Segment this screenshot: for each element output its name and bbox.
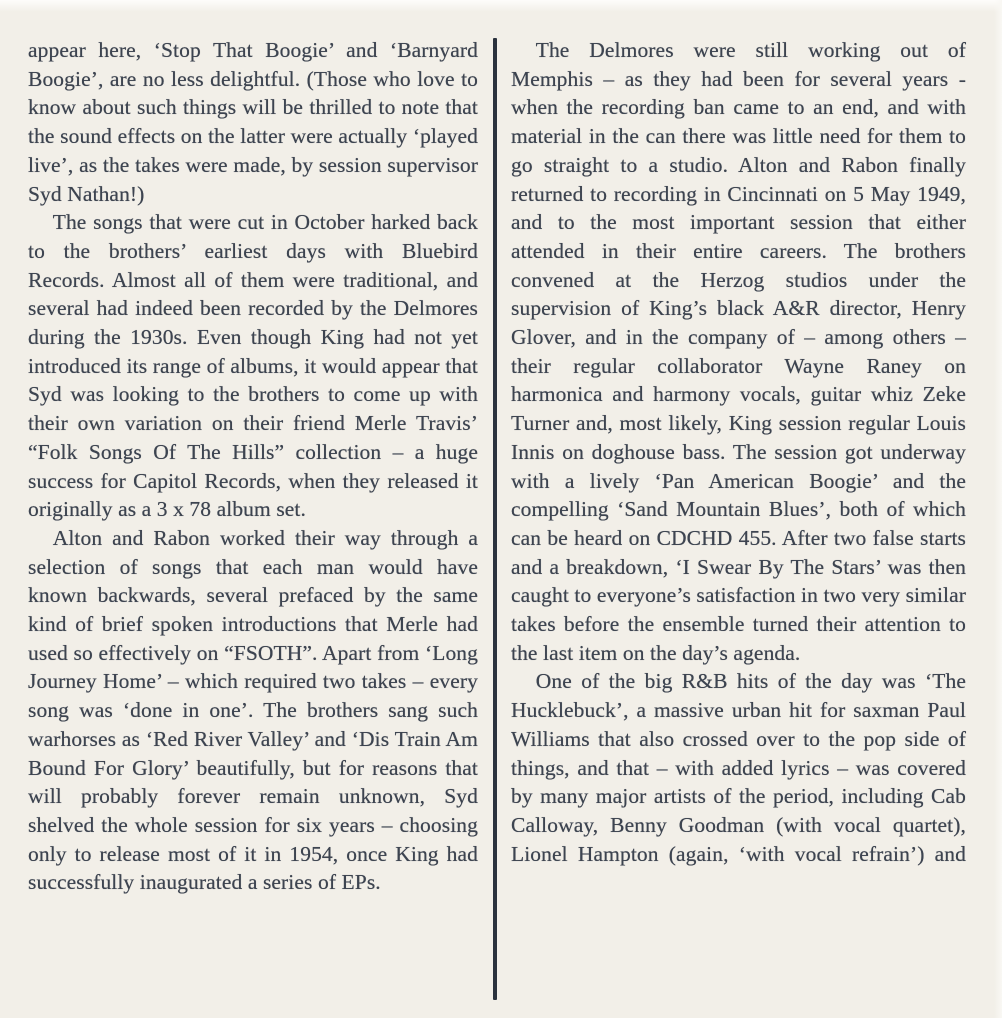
two-column-text-block [28, 36, 966, 1000]
right-column [511, 36, 966, 868]
paragraph: Alton and Rabon worked their way through a selection of songs that each man would have known backwards, several prefaced by the same kind of brief spoken introductions that Merle had used so effectively on “FSOTH”. Apart from ‘Long Journey Home’ – which required two takes – every song was ‘done in one’. The brothers sang such warhorses as ‘Red River Valley’ and ‘Dis Train Am Bound For Glory’ beautifully, but for reasons that will probably forever remain unknown, Syd shelved the whole session for six years – choosing only to release most of it in 1954, once King had successfully inaugurated a series of EPs. [28, 525, 478, 895]
scan-edge-top [0, 0, 1002, 12]
paragraph: One of the big R&B hits of the day was ‘The Hucklebuck’, a massive urban hit for saxman Paul Williams that also crossed over to the pop side of things, and that – with added lyrics – was covered by many major artists of the period, including Cab Calloway, Benny Goodman (with vocal quartet), Lionel Hampton (again, ‘with vocal refrain’) and [511, 669, 966, 866]
scan-edge-right [994, 0, 1002, 1018]
paragraph: The songs that were cut in October harked back to the brothers’ earliest days with Bluebird Records. Almost all of them were traditional, and several had indeed been recorded by the Delmores during the 1930s. Even though King had not yet introduced its range of albums, it would appear that Syd was looking to the brothers to come up with their own variation on their friend Merle Travis’ “Folk Songs Of The Hills” collection – a huge success for Capitol Records, when they released it originally as a 3 x 78 album set. [28, 210, 478, 522]
paragraph: The Delmores were still working out of Memphis – as they had been for several years - when the recording ban came to an end, and with material in the can there was little need for them to go straight to a studio. Alton and Rabon finally returned to recording in Cincinnati on 5 May 1949, and to the most important session that either attended in their entire careers. The brothers convened at the Herzog studios under the supervision of King’s black A&R director, Henry Glover, and in the company of – among others – their regular collaborator Wayne Raney on harmonica and harmony vocals, guitar whiz Zeke Turner and, most likely, King session regular Louis Innis on doghouse bass. The session got underway with a lively ‘Pan American Boogie’ and the compelling ‘Sand Mountain Blues’, both of which can be heard on CDCHD 455. After two false starts and a breakdown, ‘I Swear By The Stars’ was then caught to everyone’s satisfaction in two very similar takes before the ensemble turned their attention to the last item on the day’s agenda. [511, 38, 966, 665]
paragraph: appear here, ‘Stop That Boogie’ and ‘Barnyard Boogie’, are no less delightful. (Those who love to know about such things will be thrilled to note that the sound effects on the latter were actually ‘played live’, as the takes were made, by session supervisor Syd Nathan!) [28, 38, 478, 206]
column-divider-rule [493, 38, 497, 1000]
left-column [28, 36, 478, 897]
